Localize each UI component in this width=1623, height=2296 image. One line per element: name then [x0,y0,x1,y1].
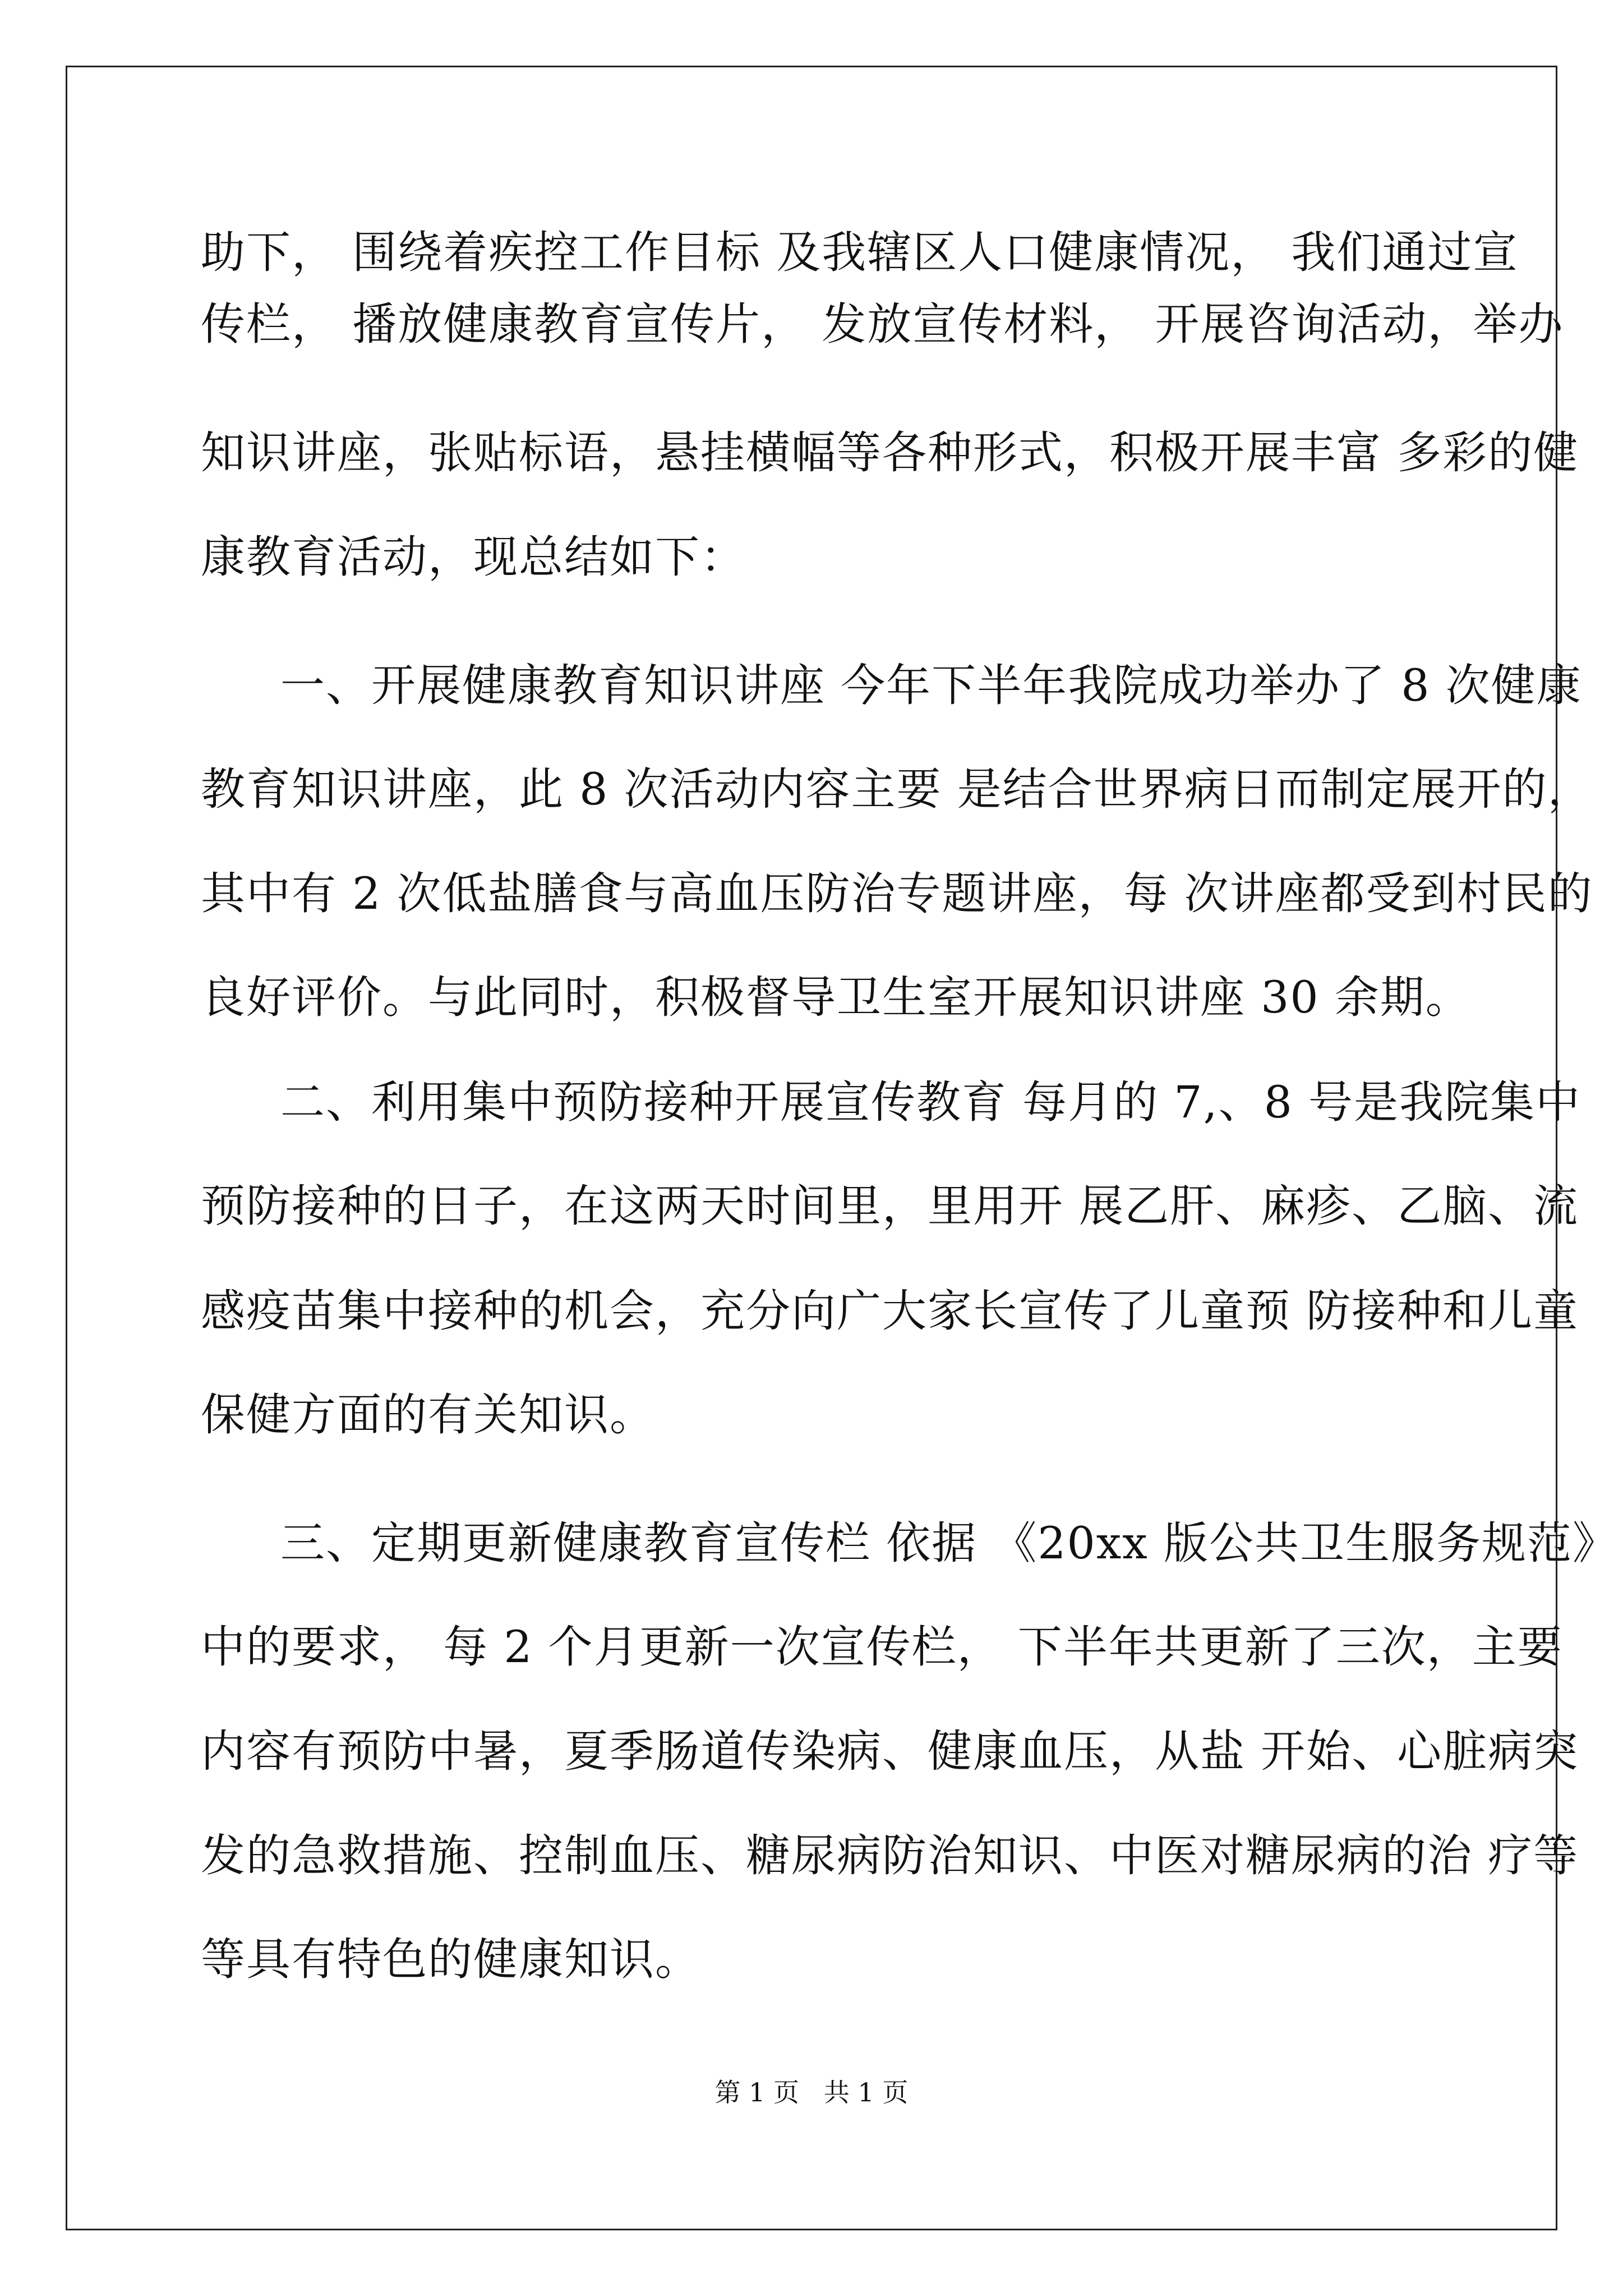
page-number-footer: 第 1 页 共 1 页 [714,2077,909,2108]
text-line: 中的要求， 每 2 个月更新一次宣传栏， 下半年共更新了三次，主要 [201,1621,1563,1673]
text-line: 良好评价。与此同时，积极督导卫生室开展知识讲座 30 余期。 [201,972,1471,1023]
text-line: 其中有 2 次低盐膳食与高血压防治专题讲座，每 次讲座都受到村民的 [201,868,1593,919]
text-line: 发的急救措施、控制血压、糖尿病防治知识、中医对糖尿病的治 疗等 [201,1830,1579,1881]
text-line: 预防接种的日子，在这两天时间里，里用开 展乙肝、麻疹、乙脑、流 [201,1180,1579,1232]
text-line: 感疫苗集中接种的机会，充分向广大家长宣传了儿童预 防接种和儿童 [201,1285,1579,1337]
text-line: 传栏， 播放健康教育宣传片， 发放宣传材料， 开展咨询活动，举办 [201,298,1564,350]
text-line: 康教育活动，现总结如下： [201,531,746,583]
text-line: 等具有特色的健康知识。 [201,1934,700,1985]
text-line: 助下， 围绕着疾控工作目标 及我辖区人口健康情况， 我们通过宣 [201,227,1519,278]
text-line: 教育知识讲座，此 8 次活动内容主要 是结合世界病日而制定展开的， [201,763,1593,815]
text-line: 一、开展健康教育知识讲座 今年下半年我院成功举办了 8 次健康 [280,660,1582,711]
page-border [66,66,1618,2230]
text-line: 内容有预防中暑，夏季肠道传染病、健康血压，从盐 开始、心脏病突 [201,1726,1579,1777]
text-line: 保健方面的有关知识。 [201,1389,655,1441]
text-line: 知识讲座，张贴标语，悬挂横幅等各种形式，积极开展丰富 多彩的健 [201,427,1579,478]
text-line: 二、利用集中预防接种开展宣传教育 每月的 7,、8 号是我院集中 [280,1076,1581,1128]
text-line: 三、定期更新健康教育宣传栏 依据 《20xx 版公共卫生服务规范》 [280,1517,1618,1569]
